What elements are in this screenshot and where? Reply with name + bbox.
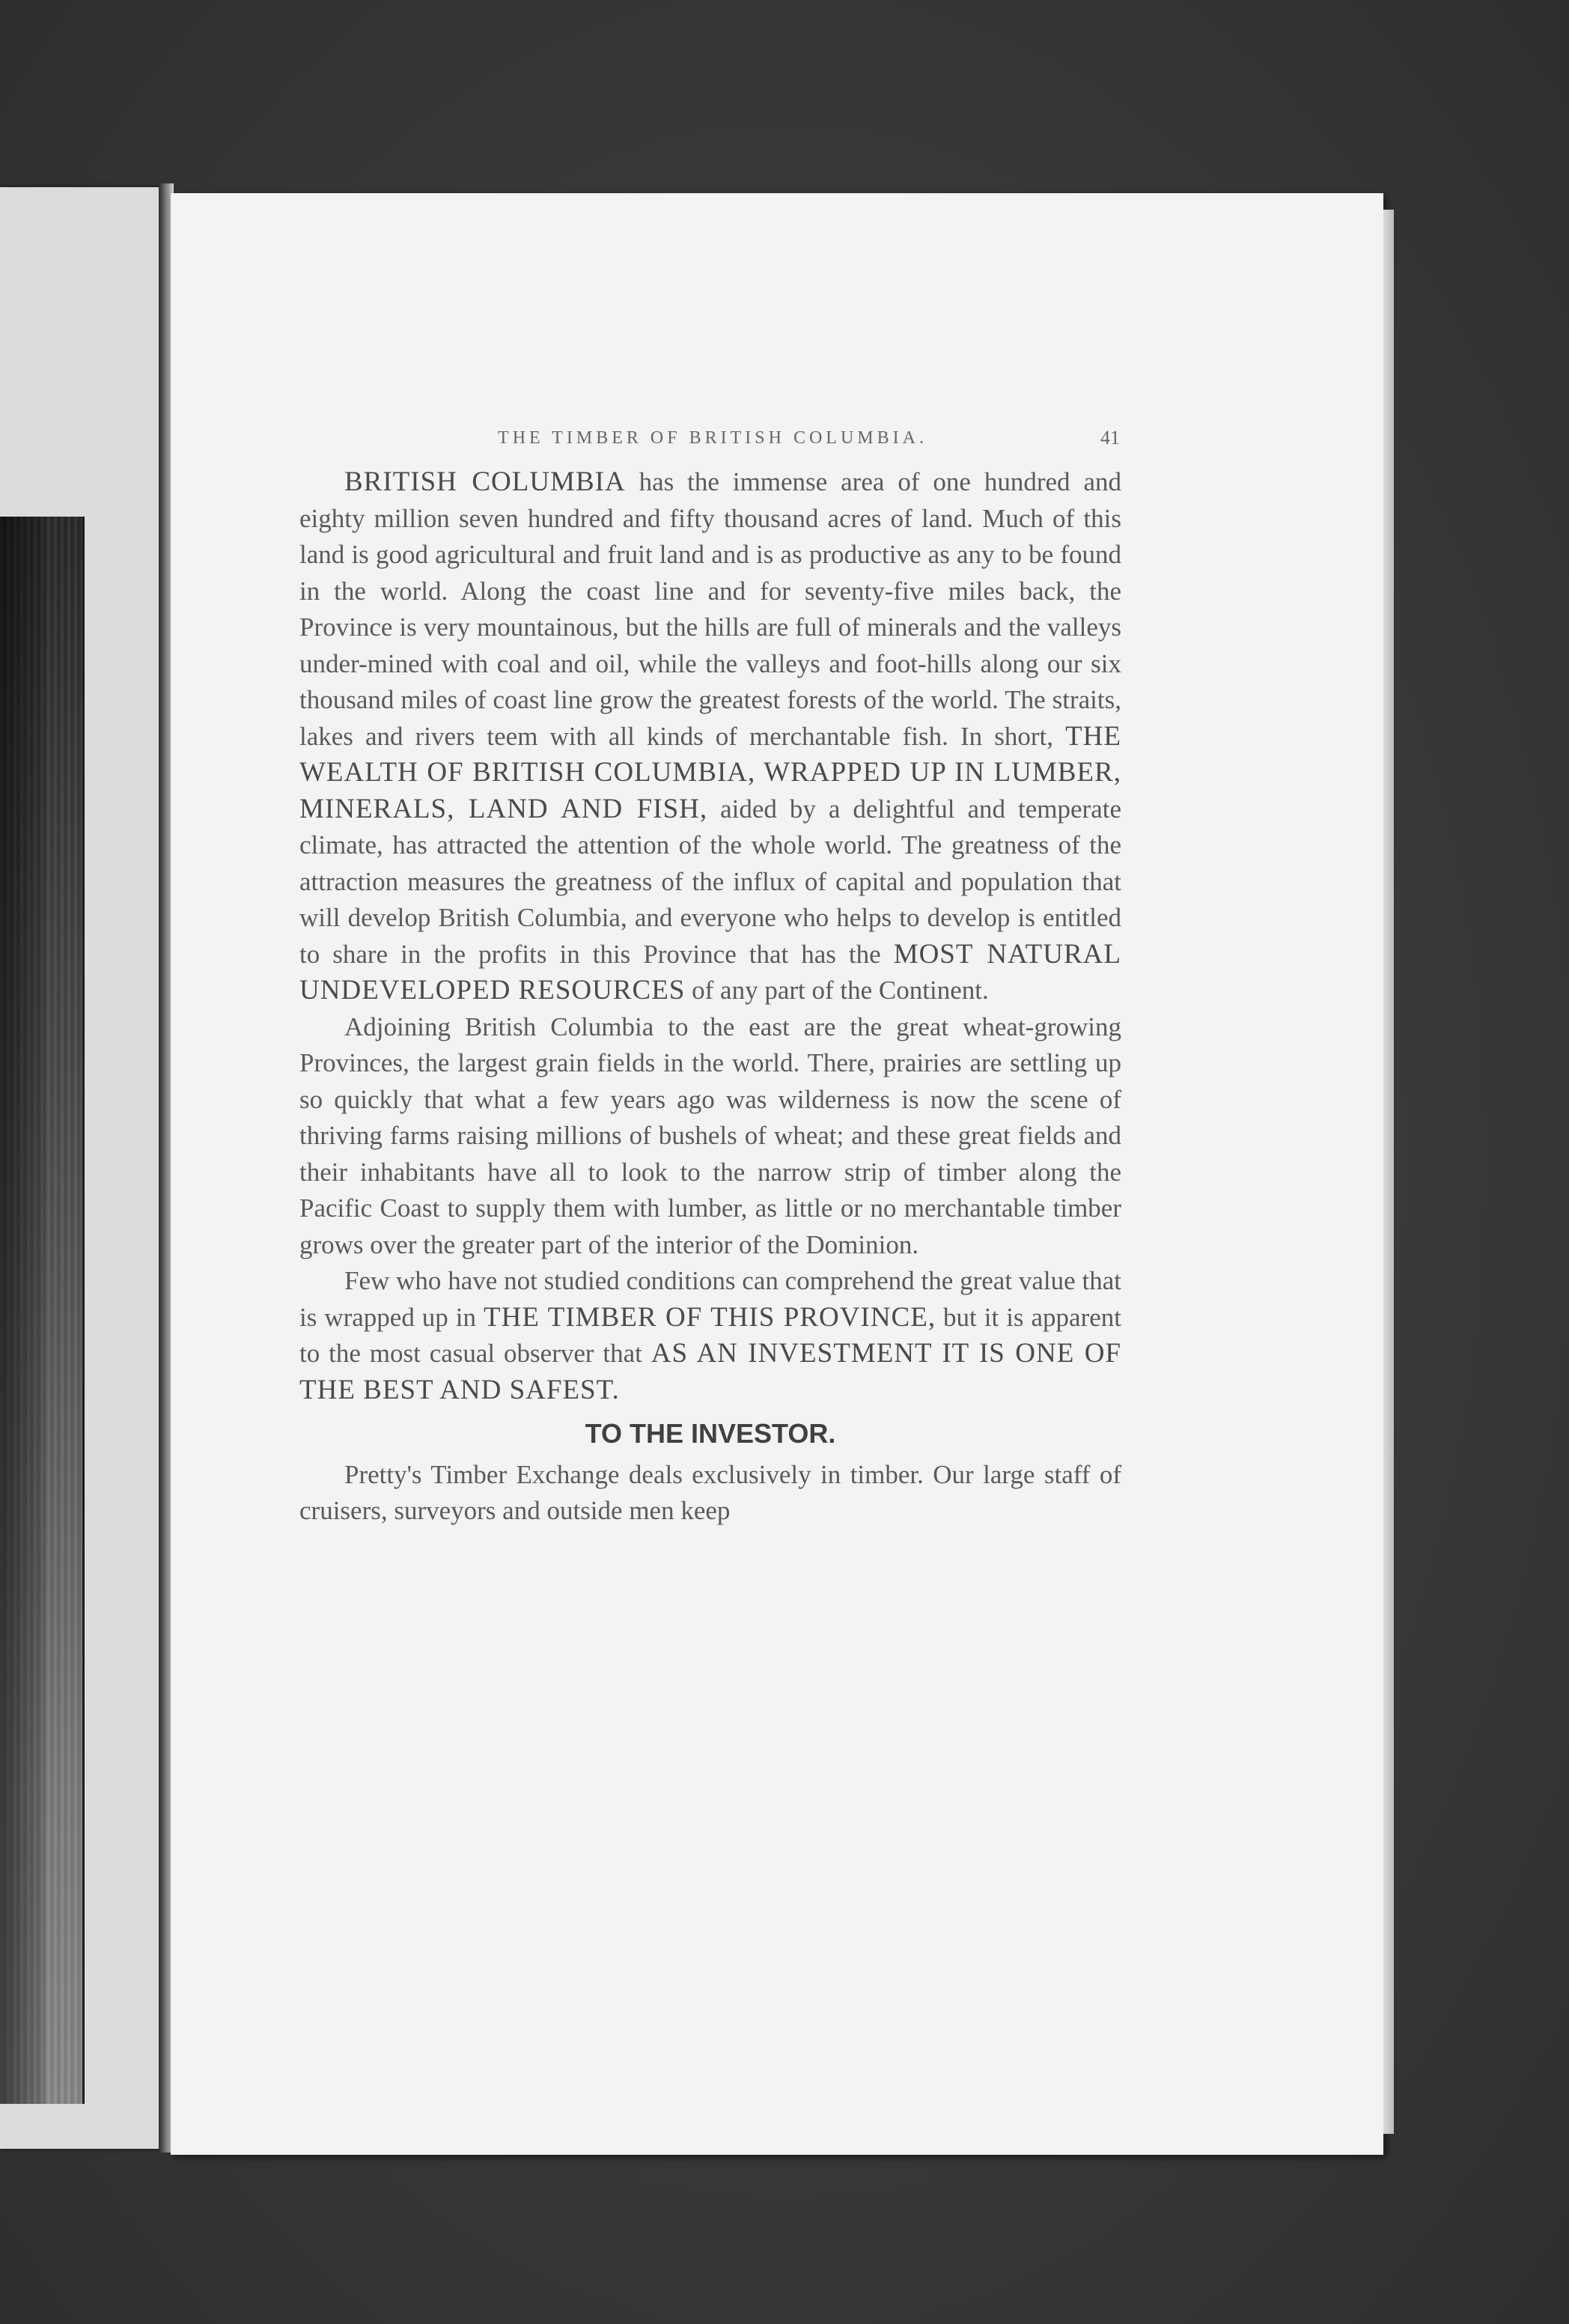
forest-photograph — [0, 517, 85, 2104]
paragraph-3-text-b: but it is apparent to the most casual observer that — [299, 1302, 1121, 1368]
paragraph-1-text-b: aided by a delightful and temperate climate, has attracted the attention of the whole world. The greatness of the attraction measures the greatness of the influx of capital and population that will develop British Columbia, and everyone who helps to develop is entitled to share in the profits in this Province that has the — [299, 794, 1121, 969]
paragraph-1-text-a: has the immense area of one hundred and eighty million seven hundred and fifty thousand acres of land. Much of this land is good agricultural and fruit land and is as productive as any to be found in the world. Along the coast line and for seventy-five miles back, the Province is very mountainous, but the hills are full of minerals and the valleys under-mined with coal and oil, while the valleys and foot-hills along our six thousand miles of coast line grow the greatest forests of the world. The straits, lakes and rivers teem with all kinds of merchantable fish. In short, — [299, 467, 1121, 751]
paragraph-1-text-c: of any part of the Continent. — [685, 976, 989, 1005]
emphasis-caps-3: THE TIMBER OF THIS PROVINCE, — [484, 1301, 936, 1333]
page-number: 41 — [1100, 427, 1120, 448]
section-heading: TO THE INVESTOR. — [585, 1418, 836, 1449]
lead-caps: BRITISH COLUMBIA — [344, 466, 626, 497]
emphasis-caps-4: AS AN INVESTMENT IT IS ONE OF THE BEST AND SAFEST. — [299, 1338, 1121, 1405]
paragraph-2: Adjoining British Columbia to the east are the great wheat-growing Provinces, the largest grain fields in the world. There, prairies are settling up so quickly that what a few years ago was wilderness is now the scene of thriving farms raising millions of bushels of wheat; and these great fields and their inhabitants have all to look to the narrow strip of timber along the Pacific Coast to supply them with lumber, as little or no merchantable timber grows over the greater part of the interior of the Dominion. — [299, 1012, 1121, 1259]
body-text — [299, 464, 1121, 1530]
paragraph-4: Pretty's Timber Exchange deals exclusively in timber. Our large staff of cruisers, surveyors and outside men keep — [299, 1459, 1121, 1525]
page-edge — [1383, 210, 1394, 2134]
paragraph-3-text-a: Few who have not studied conditions can comprehend the great value that is wrapped up in — [299, 1266, 1121, 1332]
emphasis-caps-1: THE WEALTH OF BRITISH COLUMBIA, WRAPPED UP IN LUMBER, MINERALS, LAND AND FISH, — [299, 720, 1121, 824]
paragraph-1 — [299, 464, 1121, 1009]
emphasis-caps-2: MOST NATURAL UNDEVELOPED RESOURCES — [299, 938, 1121, 1006]
paragraph-3 — [299, 1263, 1121, 1408]
facing-page — [0, 187, 165, 2149]
running-head: THE TIMBER OF BRITISH COLUMBIA. — [498, 428, 927, 448]
